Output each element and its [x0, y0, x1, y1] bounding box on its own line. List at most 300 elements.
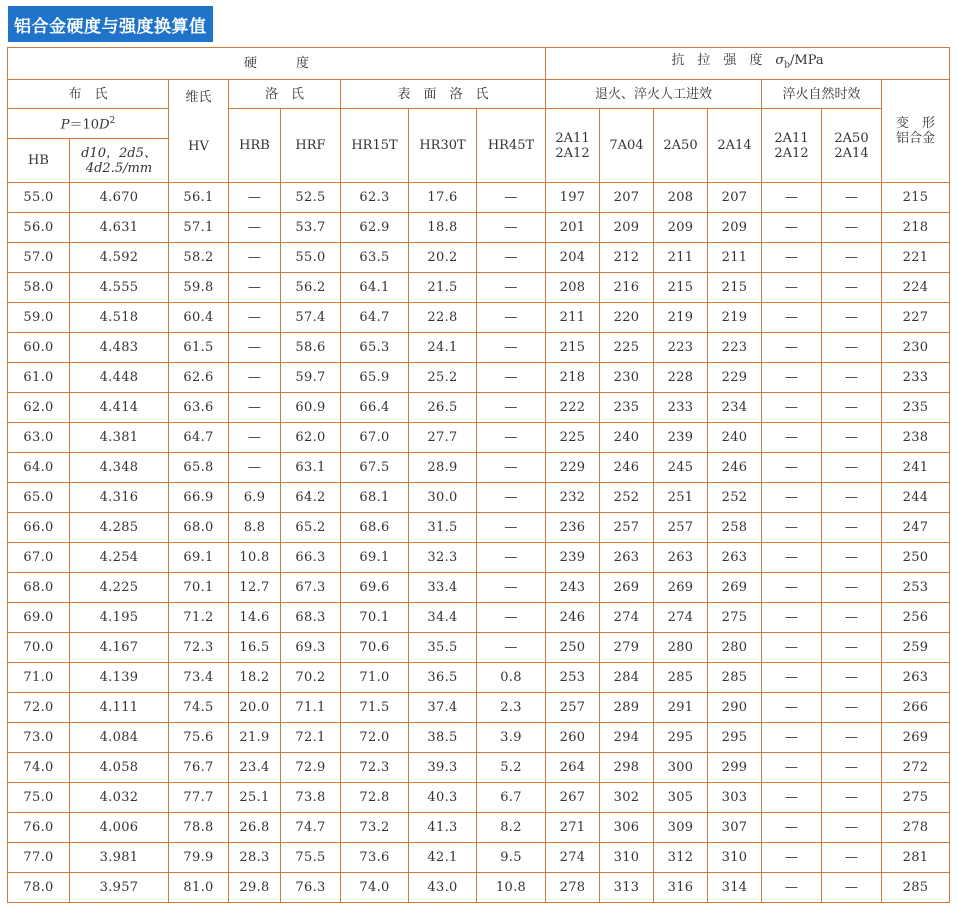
table-cell: 211	[654, 243, 708, 273]
table-cell: 22.8	[409, 303, 477, 333]
table-cell: 20.2	[409, 243, 477, 273]
table-cell: 5.2	[477, 753, 546, 783]
table-cell: 62.9	[341, 213, 409, 243]
table-cell: 280	[708, 633, 762, 663]
table-cell: 70.1	[341, 603, 409, 633]
table-cell: 71.2	[169, 603, 229, 633]
table-cell: —	[822, 303, 882, 333]
table-cell: 257	[654, 513, 708, 543]
table-cell: 71.0	[341, 663, 409, 693]
table-row	[8, 333, 950, 363]
table-cell: —	[229, 423, 281, 453]
table-cell: 72.1	[281, 723, 341, 753]
table-cell: 78.8	[169, 813, 229, 843]
table-cell: 305	[654, 783, 708, 813]
table-cell: —	[822, 513, 882, 543]
table-cell: 306	[600, 813, 654, 843]
alloy-2a14-header: 2A14	[708, 109, 762, 183]
table-cell: 70.2	[281, 663, 341, 693]
table-cell: 61.5	[169, 333, 229, 363]
table-cell: 69.6	[341, 573, 409, 603]
table-cell: —	[822, 753, 882, 783]
table-cell: 223	[708, 333, 762, 363]
table-cell: —	[822, 693, 882, 723]
conversion-table	[7, 47, 950, 903]
strength-unit: /MPa	[790, 53, 824, 69]
table-cell: —	[822, 213, 882, 243]
vickers-label: 维氏	[185, 90, 212, 105]
table-cell: 0.8	[477, 663, 546, 693]
natural-2a50-2a14-header	[822, 109, 882, 183]
natural-alloy2-line1: 2A50	[834, 130, 869, 146]
table-cell: 204	[546, 243, 600, 273]
table-cell: 68.0	[8, 573, 70, 603]
table-cell: 211	[546, 303, 600, 333]
table-cell: 18.8	[409, 213, 477, 243]
table-cell: 278	[546, 873, 600, 903]
table-cell: —	[762, 243, 822, 273]
table-cell: —	[762, 483, 822, 513]
table-cell: 57.4	[281, 303, 341, 333]
table-cell: —	[762, 693, 822, 723]
table-cell: 70.0	[8, 633, 70, 663]
table-cell: 313	[600, 873, 654, 903]
d-symbol: D	[99, 117, 110, 133]
table-cell: —	[762, 603, 822, 633]
table-cell: 243	[546, 573, 600, 603]
table-cell: 3.981	[70, 843, 169, 873]
table-cell: 253	[882, 573, 950, 603]
table-cell: 285	[882, 873, 950, 903]
table-cell: 246	[600, 453, 654, 483]
natural-2a11-2a12-header	[762, 109, 822, 183]
table-cell: 269	[882, 723, 950, 753]
hr30t-header: HR30T	[409, 109, 477, 183]
table-cell: —	[762, 873, 822, 903]
table-cell: 212	[600, 243, 654, 273]
table-cell: 58.0	[8, 273, 70, 303]
table-cell: 274	[546, 843, 600, 873]
table-cell: 235	[600, 393, 654, 423]
table-cell: —	[822, 723, 882, 753]
table-cell: —	[229, 303, 281, 333]
table-cell: 4.167	[70, 633, 169, 663]
table-cell: —	[477, 453, 546, 483]
table-cell: —	[822, 483, 882, 513]
table-cell: 29.8	[229, 873, 281, 903]
table-cell: 62.0	[281, 423, 341, 453]
table-cell: —	[822, 393, 882, 423]
table-cell: —	[762, 753, 822, 783]
table-cell: 263	[600, 543, 654, 573]
table-row	[8, 723, 950, 753]
table-cell: 216	[600, 273, 654, 303]
table-cell: 310	[600, 843, 654, 873]
table-cell: 14.6	[229, 603, 281, 633]
table-cell: —	[477, 273, 546, 303]
table-cell: —	[762, 363, 822, 393]
table-cell: 259	[882, 633, 950, 663]
page-title: 铝合金硬度与强度换算值	[8, 6, 213, 42]
table-row	[8, 693, 950, 723]
table-cell: 263	[654, 543, 708, 573]
table-cell: 267	[546, 783, 600, 813]
table-row	[8, 603, 950, 633]
table-cell: 17.6	[409, 183, 477, 213]
table-cell: 68.0	[169, 513, 229, 543]
indent-diameter-header	[70, 139, 169, 183]
table-cell: 280	[654, 633, 708, 663]
table-cell: 59.7	[281, 363, 341, 393]
table-cell: 63.1	[281, 453, 341, 483]
table-cell: —	[477, 333, 546, 363]
wrought-line1: 变 形	[895, 116, 935, 131]
table-cell: 72.9	[281, 753, 341, 783]
table-cell: 234	[708, 393, 762, 423]
table-cell: —	[822, 843, 882, 873]
table-cell: 73.6	[341, 843, 409, 873]
table-cell: 33.4	[409, 573, 477, 603]
table-cell: 57.1	[169, 213, 229, 243]
table-cell: 307	[708, 813, 762, 843]
table-cell: —	[477, 543, 546, 573]
table-cell: —	[822, 663, 882, 693]
table-cell: —	[822, 783, 882, 813]
table-cell: 269	[600, 573, 654, 603]
table-cell: 64.2	[281, 483, 341, 513]
table-cell: 6.9	[229, 483, 281, 513]
table-cell: 4.483	[70, 333, 169, 363]
table-cell: 71.1	[281, 693, 341, 723]
table-cell: 70.1	[169, 573, 229, 603]
wrought-alloy-header	[882, 80, 950, 183]
table-cell: 58.6	[281, 333, 341, 363]
table-cell: 64.0	[8, 453, 70, 483]
table-cell: 41.3	[409, 813, 477, 843]
table-cell: 209	[708, 213, 762, 243]
table-cell: —	[762, 333, 822, 363]
table-cell: —	[822, 813, 882, 843]
table-cell: 316	[654, 873, 708, 903]
table-cell: 4.316	[70, 483, 169, 513]
table-cell: 253	[546, 663, 600, 693]
table-cell: 59.0	[8, 303, 70, 333]
table-cell: 269	[654, 573, 708, 603]
table-cell: 264	[546, 753, 600, 783]
table-cell: 221	[882, 243, 950, 273]
table-cell: 4.448	[70, 363, 169, 393]
table-cell: 64.1	[341, 273, 409, 303]
formula-exponent: 2	[109, 116, 116, 127]
table-cell: 76.7	[169, 753, 229, 783]
table-cell: 58.2	[169, 243, 229, 273]
table-cell: 209	[600, 213, 654, 243]
table-cell: 4.084	[70, 723, 169, 753]
table-cell: —	[822, 573, 882, 603]
table-row	[8, 483, 950, 513]
table-cell: 260	[546, 723, 600, 753]
table-cell: 295	[654, 723, 708, 753]
table-cell: 246	[708, 453, 762, 483]
table-cell: 12.7	[229, 573, 281, 603]
table-cell: 240	[708, 423, 762, 453]
table-cell: 228	[654, 363, 708, 393]
table-cell: 4.348	[70, 453, 169, 483]
table-cell: 4.631	[70, 213, 169, 243]
table-cell: 28.3	[229, 843, 281, 873]
table-cell: —	[477, 393, 546, 423]
table-cell: 300	[654, 753, 708, 783]
table-cell: 285	[708, 663, 762, 693]
sigma-subscript: b	[784, 60, 791, 71]
wrought-line2: 铝合金	[895, 131, 935, 146]
table-cell: 215	[654, 273, 708, 303]
table-cell: 79.9	[169, 843, 229, 873]
table-cell: 67.3	[281, 573, 341, 603]
table-cell: 252	[600, 483, 654, 513]
table-row	[8, 543, 950, 573]
table-cell: —	[762, 393, 822, 423]
alloy-2a50-header: 2A50	[654, 109, 708, 183]
hrb-header: HRB	[229, 109, 281, 183]
table-cell: 232	[546, 483, 600, 513]
table-row	[8, 573, 950, 603]
table-cell: —	[822, 543, 882, 573]
table-cell: 21.5	[409, 273, 477, 303]
table-cell: 278	[882, 813, 950, 843]
table-cell: 235	[882, 393, 950, 423]
table-cell: 233	[654, 393, 708, 423]
table-cell: 74.5	[169, 693, 229, 723]
table-cell: 66.3	[281, 543, 341, 573]
table-cell: —	[762, 453, 822, 483]
table-cell: 272	[882, 753, 950, 783]
table-cell: 284	[600, 663, 654, 693]
table-cell: 68.3	[281, 603, 341, 633]
p-symbol: P	[60, 117, 70, 133]
table-cell: —	[822, 423, 882, 453]
table-cell: 64.7	[169, 423, 229, 453]
table-cell: 309	[654, 813, 708, 843]
table-cell: 208	[546, 273, 600, 303]
table-cell: —	[477, 573, 546, 603]
table-cell: 65.3	[341, 333, 409, 363]
vickers-header	[169, 80, 229, 183]
table-cell: 207	[708, 183, 762, 213]
table-header	[8, 48, 950, 183]
table-cell: 219	[708, 303, 762, 333]
table-cell: 74.7	[281, 813, 341, 843]
table-cell: 21.9	[229, 723, 281, 753]
table-cell: 299	[708, 753, 762, 783]
table-cell: 256	[882, 603, 950, 633]
table-cell: 26.5	[409, 393, 477, 423]
table-cell: 225	[600, 333, 654, 363]
table-cell: 75.0	[8, 783, 70, 813]
table-cell: 56.2	[281, 273, 341, 303]
table-cell: 302	[600, 783, 654, 813]
table-cell: 73.0	[8, 723, 70, 753]
table-cell: —	[477, 213, 546, 243]
table-cell: —	[762, 813, 822, 843]
table-cell: 52.5	[281, 183, 341, 213]
table-row	[8, 273, 950, 303]
table-cell: 4.139	[70, 663, 169, 693]
alloy-line2: 2A12	[555, 145, 590, 161]
table-cell: 3.9	[477, 723, 546, 753]
strength-label: 抗 拉 强 度	[671, 53, 776, 69]
table-cell: —	[229, 273, 281, 303]
table-cell: 56.1	[169, 183, 229, 213]
table-cell: 72.0	[341, 723, 409, 753]
table-cell: —	[822, 333, 882, 363]
table-cell: 236	[546, 513, 600, 543]
table-cell: 266	[882, 693, 950, 723]
table-cell: 303	[708, 783, 762, 813]
table-cell: 65.9	[341, 363, 409, 393]
table-cell: 298	[600, 753, 654, 783]
load-formula	[8, 109, 169, 139]
table-row	[8, 873, 950, 903]
table-cell: 28.9	[409, 453, 477, 483]
table-row	[8, 633, 950, 663]
table-cell: 34.4	[409, 603, 477, 633]
table-cell: 229	[708, 363, 762, 393]
table-cell: 62.3	[341, 183, 409, 213]
table-cell: 239	[546, 543, 600, 573]
table-cell: 275	[708, 603, 762, 633]
table-cell: 74.0	[341, 873, 409, 903]
table-row	[8, 243, 950, 273]
alloy-line1: 2A11	[555, 130, 590, 146]
table-cell: 4.195	[70, 603, 169, 633]
table-cell: 246	[546, 603, 600, 633]
table-cell: 250	[546, 633, 600, 663]
table-cell: 30.0	[409, 483, 477, 513]
table-cell: 39.3	[409, 753, 477, 783]
table-cell: 67.5	[341, 453, 409, 483]
table-cell: 55.0	[8, 183, 70, 213]
table-cell: 62.0	[8, 393, 70, 423]
table-cell: 281	[882, 843, 950, 873]
table-cell: 71.5	[341, 693, 409, 723]
table-cell: —	[762, 423, 822, 453]
table-cell: 8.2	[477, 813, 546, 843]
hardness-header: 硬 度	[8, 48, 546, 80]
table-cell: 252	[708, 483, 762, 513]
hr15t-header: HR15T	[341, 109, 409, 183]
table-cell: 76.3	[281, 873, 341, 903]
table-cell: 2.3	[477, 693, 546, 723]
table-cell: 239	[654, 423, 708, 453]
table-cell: 27.7	[409, 423, 477, 453]
table-cell: 201	[546, 213, 600, 243]
table-cell: 69.1	[341, 543, 409, 573]
table-cell: 68.1	[341, 483, 409, 513]
table-row	[8, 513, 950, 543]
table-cell: —	[477, 423, 546, 453]
table-cell: 209	[654, 213, 708, 243]
table-cell: —	[822, 633, 882, 663]
table-cell: —	[822, 603, 882, 633]
table-cell: —	[477, 633, 546, 663]
hr45t-header: HR45T	[477, 109, 546, 183]
title-bar	[8, 6, 213, 42]
table-cell: 35.5	[409, 633, 477, 663]
formula-mid: ＝10	[69, 117, 100, 133]
table-cell: —	[762, 633, 822, 663]
superficial-rockwell-header: 表 面 洛 氏	[341, 80, 546, 109]
table-cell: —	[822, 453, 882, 483]
table-cell: 73.2	[341, 813, 409, 843]
table-cell: 24.1	[409, 333, 477, 363]
table-cell: 69.1	[169, 543, 229, 573]
table-cell: —	[229, 393, 281, 423]
table-cell: 25.2	[409, 363, 477, 393]
table-cell: 241	[882, 453, 950, 483]
table-cell: 77.7	[169, 783, 229, 813]
table-cell: —	[762, 843, 822, 873]
table-cell: 71.0	[8, 663, 70, 693]
table-cell: 4.518	[70, 303, 169, 333]
table-cell: 251	[654, 483, 708, 513]
table-cell: —	[229, 363, 281, 393]
table-cell: —	[477, 483, 546, 513]
table-cell: 60.0	[8, 333, 70, 363]
table-cell: 74.0	[8, 753, 70, 783]
table-cell: 81.0	[169, 873, 229, 903]
hv-label: HV	[188, 139, 209, 154]
annealed-artificial-header: 退火、淬火人工进效	[546, 80, 762, 109]
table-cell: 222	[546, 393, 600, 423]
table-cell: 23.4	[229, 753, 281, 783]
table-cell: 4.670	[70, 183, 169, 213]
table-cell: 238	[882, 423, 950, 453]
table-cell: —	[477, 183, 546, 213]
table-cell: 257	[546, 693, 600, 723]
table-cell: 61.0	[8, 363, 70, 393]
table-cell: 72.3	[341, 753, 409, 783]
table-cell: 4.032	[70, 783, 169, 813]
table-cell: 4.225	[70, 573, 169, 603]
sigma-symbol: σ	[775, 53, 785, 69]
table-cell: 56.0	[8, 213, 70, 243]
table-cell: 230	[882, 333, 950, 363]
table-cell: —	[477, 603, 546, 633]
table-cell: 55.0	[281, 243, 341, 273]
table-cell: —	[477, 363, 546, 393]
table-cell: 67.0	[8, 543, 70, 573]
table-cell: 220	[600, 303, 654, 333]
table-cell: 285	[654, 663, 708, 693]
table-cell: 60.9	[281, 393, 341, 423]
hb-header: HB	[8, 139, 70, 183]
table-cell: 69.0	[8, 603, 70, 633]
table-cell: 250	[882, 543, 950, 573]
natural-alloy-line1: 2A11	[774, 130, 809, 146]
table-cell: 211	[708, 243, 762, 273]
table-cell: 62.6	[169, 363, 229, 393]
table-cell: 31.5	[409, 513, 477, 543]
indent-label-line2: 4d2.5/mm	[85, 160, 153, 176]
table-cell: 53.7	[281, 213, 341, 243]
table-cell: 257	[600, 513, 654, 543]
table-cell: 240	[600, 423, 654, 453]
table-cell: 229	[546, 453, 600, 483]
table-cell: 72.8	[341, 783, 409, 813]
table-cell: 233	[882, 363, 950, 393]
table-cell: 225	[546, 423, 600, 453]
